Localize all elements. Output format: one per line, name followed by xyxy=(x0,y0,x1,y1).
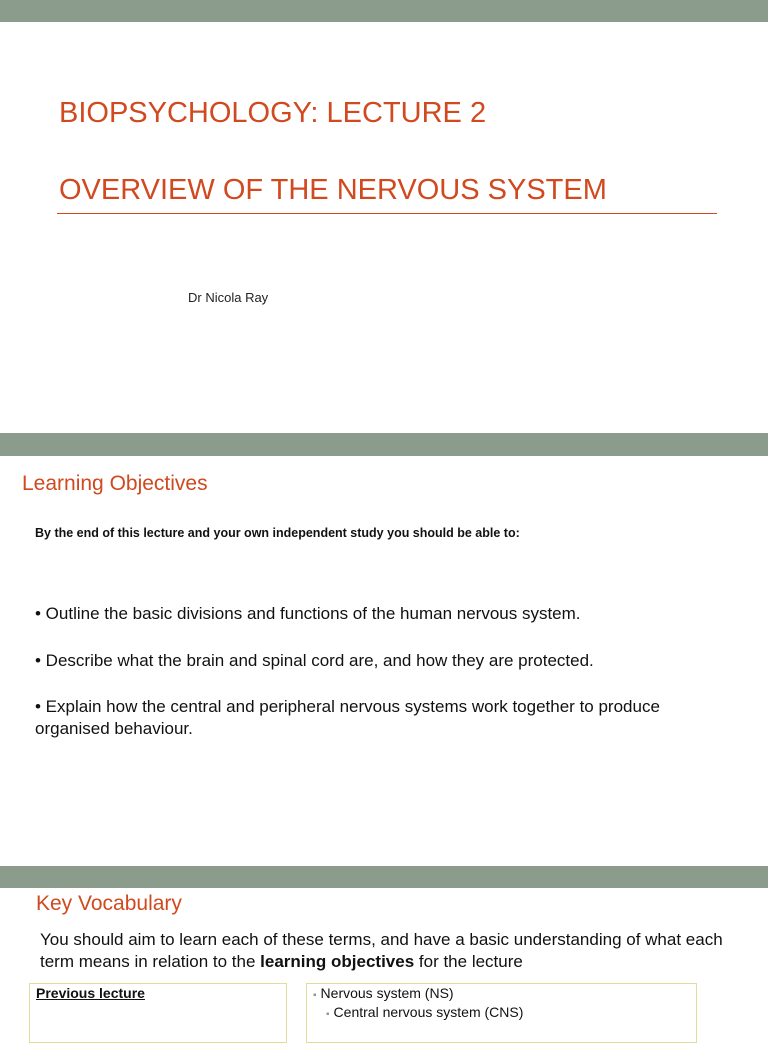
slide-divider-bar xyxy=(0,866,768,888)
title-slide xyxy=(0,22,768,433)
vocab-term: ▪ Nervous system (NS) xyxy=(313,985,454,1001)
learning-objectives-heading: Learning Objectives xyxy=(22,472,208,495)
objective-item: • Describe what the brain and spinal cord are, and how they are protected. xyxy=(35,651,594,670)
learning-objectives-emphasis: learning objectives xyxy=(260,952,415,971)
objective-item: • Explain how the central and peripheral nervous systems work together to produce organised behaviour. xyxy=(35,697,660,738)
author-name: Dr Nicola Ray xyxy=(188,290,269,305)
vocabulary-intro: You should aim to learn each of these terms, and have a basic understanding of what each term means in relation to the learning objectives for the lecture xyxy=(40,930,723,971)
objectives-intro: By the end of this lecture and your own independent study you should be able to: xyxy=(35,526,520,540)
bullet-icon: ▪ xyxy=(326,1009,330,1020)
title-underline xyxy=(57,213,717,214)
lecture-title: BIOPSYCHOLOGY: LECTURE 2 xyxy=(59,97,487,129)
key-vocabulary-heading: Key Vocabulary xyxy=(36,892,182,915)
slide-divider-bar xyxy=(0,433,768,456)
objective-item: • Outline the basic divisions and functions of the human nervous system. xyxy=(35,604,581,623)
vocab-term: ▪ Central nervous system (CNS) xyxy=(326,1004,524,1020)
bullet-icon: ▪ xyxy=(313,990,317,1001)
lecture-subtitle: OVERVIEW OF THE NERVOUS SYSTEM xyxy=(59,174,607,206)
slide-divider-bar xyxy=(0,0,768,22)
previous-lecture-label: Previous lecture xyxy=(36,985,145,1001)
